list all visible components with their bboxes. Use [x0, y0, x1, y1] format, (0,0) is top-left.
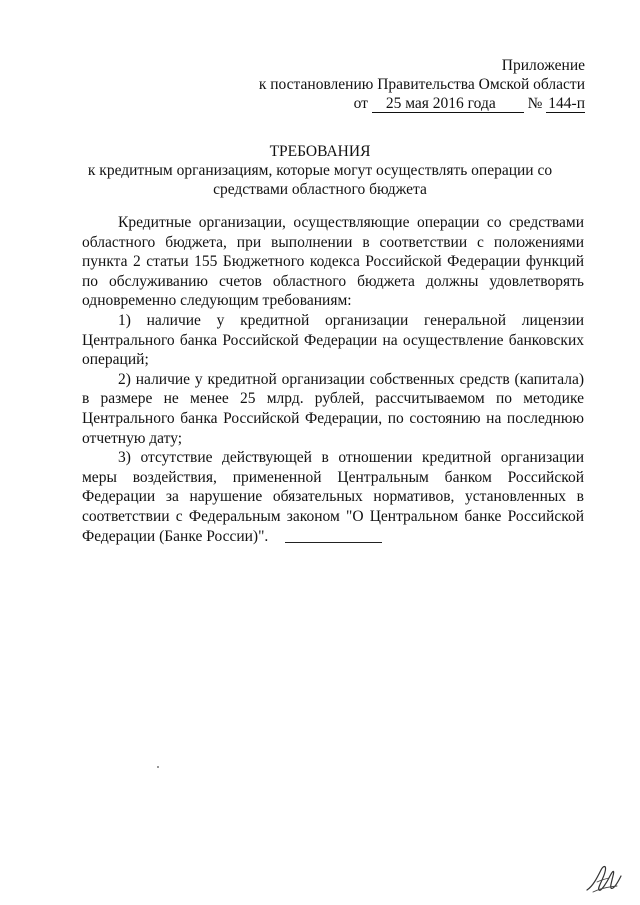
number-prefix: №	[527, 95, 543, 112]
scan-dot	[157, 766, 159, 768]
resolution-reference: к постановлению Правительства Омской области	[258, 76, 585, 93]
requirement-item-1: 1) наличие у кредитной организации генеральной лицензии Центрального банка Российской Федерации на осуществление банковских операций;	[82, 311, 584, 369]
attachment-header	[259, 56, 585, 113]
document-body	[82, 213, 584, 546]
closing-rule	[285, 542, 382, 543]
document-subtitle-line-1: к кредитным организациям, которые могут осуществлять операции со	[87, 162, 553, 179]
handwritten-signature-icon	[583, 856, 625, 898]
resolution-number: 144-п	[548, 95, 585, 112]
resolution-date: 25 мая 2016 года	[372, 96, 524, 113]
document-title: ТРЕБОВАНИЯ	[269, 143, 371, 160]
requirement-item-3: 3) отсутствие действующей в отношении кредитной организации меры воздействия, примененной Центральным банком Российской Федерации за нарушение обязательных нормативов, установленных в соответствии с Федеральным законом "О Центральном банке Российской Федерации (Банке России)".	[82, 449, 584, 545]
document-title-block	[60, 142, 580, 199]
date-prefix: от	[353, 95, 368, 112]
intro-paragraph: Кредитные организации, осуществляющие операции со средствами областного бюджета, при выполнении в соответствии с положениями пункта 2 статьи 155 Бюджетного кодекса Российской Федерации функций по обслуживанию счетов областного бюджета должны удовлетворять одновременно следующим требованиям:	[82, 214, 584, 310]
attachment-label: Приложение	[501, 57, 585, 74]
requirement-item-2: 2) наличие у кредитной организации собственных средств (капитала) в размере не менее 25 млрд. рублей, рассчитываемом по методике Центрального банка Российской Федерации, по состоянию на последнюю отчетную дату;	[82, 370, 584, 447]
date-number-line	[259, 94, 585, 113]
document-subtitle-line-2: средствами областного бюджета	[213, 181, 427, 198]
